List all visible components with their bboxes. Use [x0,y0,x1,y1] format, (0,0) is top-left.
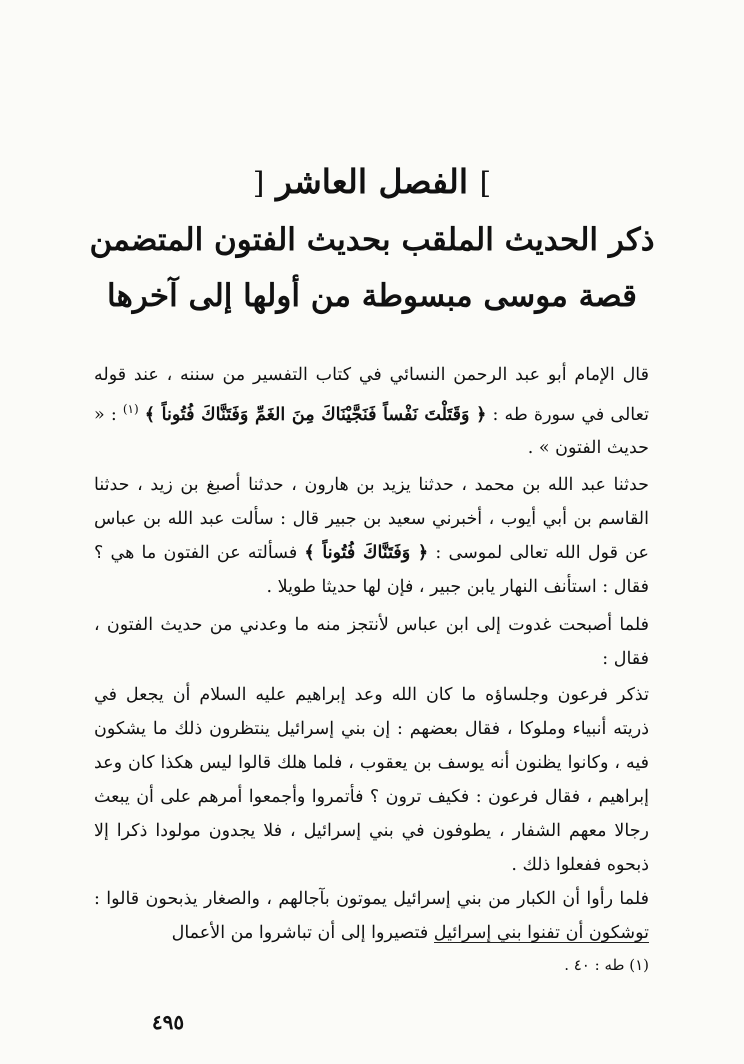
paragraph-4: تذكر فرعون وجلساؤه ما كان الله وعد إبراهيم عليه السلام أن يجعل في ذريته أنبياء وملوكا ، فقال بعضهم : إن بني إسرائيل ينتظرون ذلك ما يشكون فيه ، وكانوا يظنون أنه يوسف بن يعقوب ، فلما هلك قالوا ليس هكذا كان وعد إبراهيم ، فقال فرعون : فكيف ترون ؟ فأتمروا وأجمعوا أمرهم على أن يبعث رجالا معهم الشفار ، يطوفون في بني إسرائيل ، فلا يجدون مولودا ذكرا إلا ذبحوه ففعلوا ذلك . [94,684,649,875]
chapter-title-text: الفصل العاشر [275,162,469,201]
paragraph-2-text-2: فسألته عن الفتون ما هي ؟ فقال : استأنف النهار يابن جبير ، فإن لها حديثا طويلا . [94,542,649,597]
paragraph-1-intro: قال الإمام أبو عبد الرحمن النسائي في كتاب التفسير من سننه ، عند قوله تعالى في سورة طه : [94,364,649,425]
section-heading-line-1: ذكر الحديث الملقب بحديث الفتون المتضمن [89,222,655,258]
footnote-reference: (١) [122,401,139,416]
chapter-title [0,162,744,201]
section-heading-line-2: قصة موسى مبسوطة من أولها إلى آخرها [107,278,637,314]
bracket-left: [ [479,166,492,201]
paragraph-5: فلما رأوا أن الكبار من بني إسرائيل يموتون بآجالهم ، والصغار يذبحون قالوا : توشكون أن تفنوا بني إسرائيل فتصيروا إلى أن تباشروا من الأعمال [94,888,649,943]
footnote-divider [434,942,649,943]
footnote: (١) طه : ٤٠ . [564,956,649,974]
quran-verse-1: ﴿ وَقَتَلْتَ نَفْساً فَنَجَّيْنَاكَ مِنَ الغَمِّ وَفَتَنَّاكَ فُتُوناً ﴾ [144,404,487,425]
paragraph-2-text-1: حدثنا عبد الله بن محمد ، حدثنا يزيد بن هارون ، حدثنا أصبغ بن زيد ، حدثنا القاسم بن أبي أيوب ، أخبرني سعيد بن جبير قال : سألت عبد الله بن عباس عن قول الله تعالى لموسى : [94,474,649,563]
paragraph-2 [94,468,649,604]
paragraph-1 [94,358,649,466]
quran-verse-2: ﴿ وَفَتَنَّاكَ فُتُوناً ﴾ [304,542,429,563]
paragraph-1-end: : « حديث الفتون » . [94,404,649,459]
page-number: ٤٩٥ [151,1010,185,1034]
bracket-right: ] [252,166,265,201]
paragraph-3: فلما أصبحت غدوت إلى ابن عباس لأنتجز منه ما وعدني من حديث الفتون ، فقال : [94,614,649,669]
